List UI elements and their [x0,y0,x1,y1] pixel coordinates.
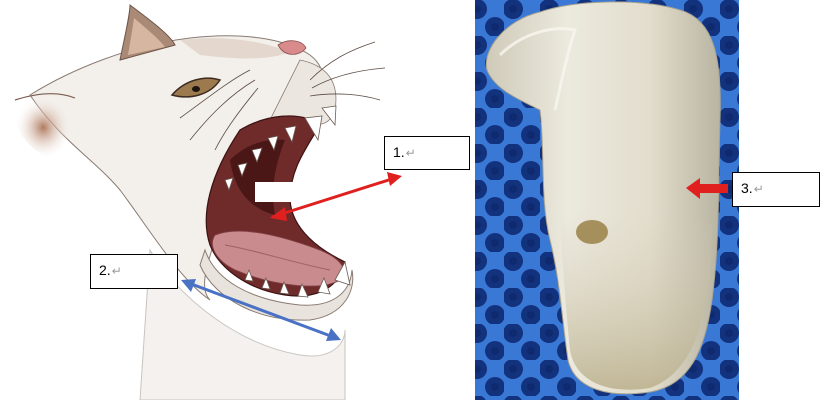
label-3-text: 3. [741,180,753,196]
label-box-1 [384,136,470,170]
label-2-return-mark: ↵ [111,264,122,278]
label-3-return-mark: ↵ [753,182,764,196]
white-mask [255,182,305,202]
label-1-return-mark: ↵ [405,146,416,160]
label-box-3 [732,172,820,207]
tooth-photo [475,0,739,400]
label-1-text: 1. [393,144,405,160]
label-2-text: 2. [99,262,111,278]
label-box-2 [90,254,178,289]
